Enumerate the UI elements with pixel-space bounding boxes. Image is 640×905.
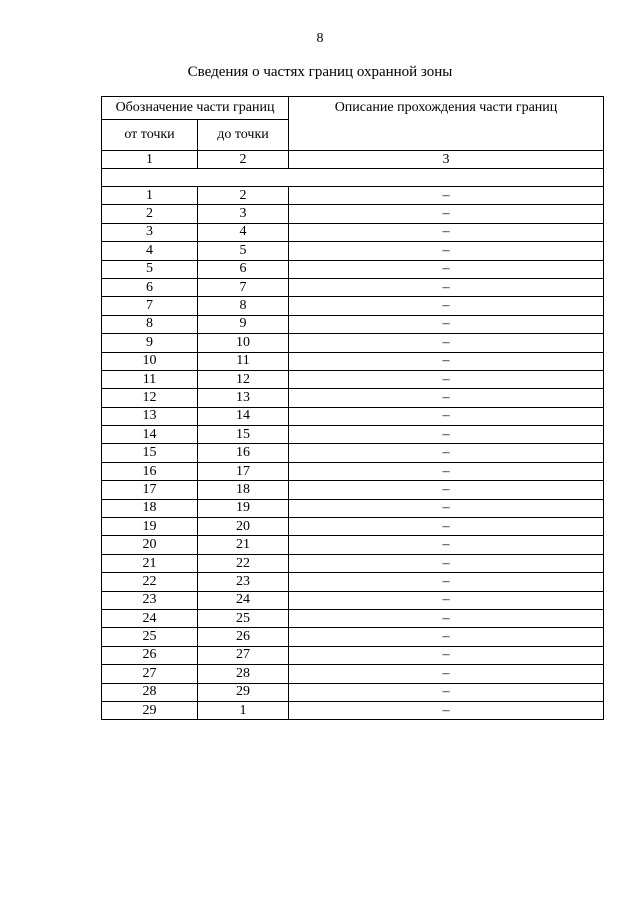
cell-to-point: 20 xyxy=(198,518,289,536)
cell-from-point: 13 xyxy=(102,407,198,425)
cell-from-point: 3 xyxy=(102,223,198,241)
cell-description: – xyxy=(289,609,604,627)
cell-from-point: 7 xyxy=(102,297,198,315)
table-row xyxy=(102,389,604,407)
cell-to-point: 12 xyxy=(198,370,289,388)
document-title: Сведения о частях границ охранной зоны xyxy=(187,64,453,80)
cell-description: – xyxy=(289,205,604,223)
table-row xyxy=(102,426,604,444)
table-row xyxy=(102,573,604,591)
cell-from-point: 1 xyxy=(102,187,198,205)
cell-from-point: 21 xyxy=(102,554,198,572)
cell-description: – xyxy=(289,518,604,536)
separator-cell xyxy=(102,169,604,187)
cell-description: – xyxy=(289,665,604,683)
table-row xyxy=(102,242,604,260)
table-row xyxy=(102,683,604,701)
page-number: 8 xyxy=(316,31,324,46)
cell-from-point: 8 xyxy=(102,315,198,333)
cell-from-point: 14 xyxy=(102,426,198,444)
cell-to-point: 14 xyxy=(198,407,289,425)
table-row xyxy=(102,481,604,499)
cell-to-point: 21 xyxy=(198,536,289,554)
column-number-3: 3 xyxy=(289,151,604,169)
cell-to-point: 22 xyxy=(198,554,289,572)
cell-description: – xyxy=(289,499,604,517)
table-row xyxy=(102,462,604,480)
table-row xyxy=(102,407,604,425)
table-row xyxy=(102,278,604,296)
table-row xyxy=(102,591,604,609)
table-row xyxy=(102,518,604,536)
cell-from-point: 9 xyxy=(102,334,198,352)
cell-from-point: 17 xyxy=(102,481,198,499)
cell-to-point: 25 xyxy=(198,609,289,627)
table-row xyxy=(102,223,604,241)
cell-from-point: 25 xyxy=(102,628,198,646)
column-number-2: 2 xyxy=(198,151,289,169)
table-row xyxy=(102,628,604,646)
cell-from-point: 4 xyxy=(102,242,198,260)
cell-to-point: 23 xyxy=(198,573,289,591)
table-row xyxy=(102,370,604,388)
cell-from-point: 20 xyxy=(102,536,198,554)
cell-description: – xyxy=(289,554,604,572)
column-number-row xyxy=(102,151,604,169)
table-row xyxy=(102,352,604,370)
cell-to-point: 13 xyxy=(198,389,289,407)
cell-description: – xyxy=(289,297,604,315)
cell-description: – xyxy=(289,407,604,425)
cell-to-point: 18 xyxy=(198,481,289,499)
table-row xyxy=(102,646,604,664)
cell-to-point: 5 xyxy=(198,242,289,260)
cell-from-point: 12 xyxy=(102,389,198,407)
column-number-1: 1 xyxy=(102,151,198,169)
cell-description: – xyxy=(289,370,604,388)
table-row xyxy=(102,609,604,627)
table-body xyxy=(102,97,604,720)
cell-description: – xyxy=(289,389,604,407)
table-row xyxy=(102,536,604,554)
cell-description: – xyxy=(289,260,604,278)
cell-to-point: 8 xyxy=(198,297,289,315)
cell-description: – xyxy=(289,683,604,701)
header-to-point: до точки xyxy=(198,120,289,151)
cell-to-point: 17 xyxy=(198,462,289,480)
table-row xyxy=(102,205,604,223)
cell-description: – xyxy=(289,646,604,664)
cell-to-point: 10 xyxy=(198,334,289,352)
cell-to-point: 26 xyxy=(198,628,289,646)
table-row xyxy=(102,665,604,683)
cell-to-point: 7 xyxy=(198,278,289,296)
table-row xyxy=(102,499,604,517)
table-row xyxy=(102,334,604,352)
cell-from-point: 5 xyxy=(102,260,198,278)
cell-description: – xyxy=(289,701,604,719)
cell-from-point: 23 xyxy=(102,591,198,609)
cell-description: – xyxy=(289,444,604,462)
header-boundary-designation: Обозначение части границ xyxy=(102,97,289,120)
cell-from-point: 27 xyxy=(102,665,198,683)
cell-description: – xyxy=(289,481,604,499)
cell-from-point: 26 xyxy=(102,646,198,664)
cell-to-point: 11 xyxy=(198,352,289,370)
cell-to-point: 4 xyxy=(198,223,289,241)
cell-description: – xyxy=(289,462,604,480)
table-row xyxy=(102,315,604,333)
cell-to-point: 2 xyxy=(198,187,289,205)
cell-from-point: 11 xyxy=(102,370,198,388)
cell-from-point: 10 xyxy=(102,352,198,370)
header-row-group xyxy=(102,97,604,120)
cell-from-point: 19 xyxy=(102,518,198,536)
separator-row xyxy=(102,169,604,187)
cell-to-point: 1 xyxy=(198,701,289,719)
cell-description: – xyxy=(289,278,604,296)
table-row xyxy=(102,701,604,719)
header-from-point: от точки xyxy=(102,120,198,151)
cell-to-point: 29 xyxy=(198,683,289,701)
cell-to-point: 27 xyxy=(198,646,289,664)
cell-from-point: 28 xyxy=(102,683,198,701)
cell-from-point: 6 xyxy=(102,278,198,296)
cell-to-point: 24 xyxy=(198,591,289,609)
boundary-parts-table xyxy=(101,96,604,720)
cell-from-point: 18 xyxy=(102,499,198,517)
cell-description: – xyxy=(289,242,604,260)
cell-from-point: 24 xyxy=(102,609,198,627)
table-row xyxy=(102,554,604,572)
table-row xyxy=(102,187,604,205)
cell-to-point: 9 xyxy=(198,315,289,333)
table-row xyxy=(102,297,604,315)
cell-from-point: 2 xyxy=(102,205,198,223)
cell-description: – xyxy=(289,352,604,370)
header-boundary-description: Описание прохождения части границ xyxy=(289,97,604,151)
table-row xyxy=(102,260,604,278)
cell-description: – xyxy=(289,426,604,444)
cell-description: – xyxy=(289,536,604,554)
cell-to-point: 3 xyxy=(198,205,289,223)
cell-to-point: 15 xyxy=(198,426,289,444)
cell-to-point: 6 xyxy=(198,260,289,278)
table-row xyxy=(102,444,604,462)
cell-description: – xyxy=(289,573,604,591)
cell-description: – xyxy=(289,591,604,609)
cell-from-point: 15 xyxy=(102,444,198,462)
cell-from-point: 29 xyxy=(102,701,198,719)
cell-description: – xyxy=(289,628,604,646)
cell-from-point: 22 xyxy=(102,573,198,591)
cell-to-point: 16 xyxy=(198,444,289,462)
cell-description: – xyxy=(289,187,604,205)
cell-from-point: 16 xyxy=(102,462,198,480)
cell-to-point: 19 xyxy=(198,499,289,517)
cell-description: – xyxy=(289,334,604,352)
cell-to-point: 28 xyxy=(198,665,289,683)
cell-description: – xyxy=(289,315,604,333)
cell-description: – xyxy=(289,223,604,241)
